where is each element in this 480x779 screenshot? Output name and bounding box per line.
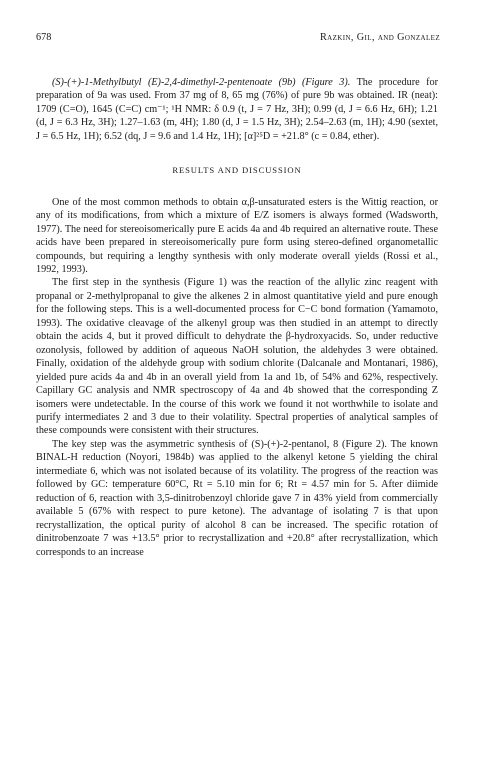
section-heading: RESULTS AND DISCUSSION: [172, 165, 302, 176]
paragraph-2: The first step in the synthesis (Figure 1) was the reaction of the allylic zinc reagent with propanal or 2-methylpropanal to give the alkenes 2 in almost quantitative yield and pure enough for the following steps. This is a well-documented process for C−C bond formation (Yamamoto, 1993). The oxidative cleavage of the alkenyl group was then studied in an attempt to directly obtain the acids 4, but it proved difficult to dehydrate the β-hydroxyacids. So, under reductive ozonolysis, followed by addition of aqueous NaOH solution, the aldehydes 3 were obtained. Finally, oxidation of the aldehyde group with sodium chlorite (Dalcanale and Montanari, 1986), yielded pure acids 4a and 4b in an overall yield from 1a and 1b, of 54% and 62%, respectively. Capillary GC analysis and NMR spectroscopy of 4a and 4b showed that the corresponding Z isomers were undetectable. In the course of this work we found it not worthwhile to isolate and purify intermediates 2 and 3 due to their volatility. Spectral properties of analytical samples of these compounds were consistent with their structures.: [36, 277, 438, 437]
page-header: [36, 32, 440, 46]
body-text: [36, 76, 438, 559]
running-head: Razkin, Gil, and Gonzalez: [319, 32, 440, 43]
compound-title: (S)-(+)-1-Methylbutyl (E)-2,4-dimethyl-2-pentenoate (9b) (Figure 3).: [52, 77, 351, 88]
paragraph-1: One of the most common methods to obtain α,β-unsaturated esters is the Wittig reaction, or any of its modifications, from which a mixture of E/Z isomers is always formed (Wadsworth, 1977). The need for stereoisomerically pure E acids 4a and 4b required an alternative route. These acids have been prepared in stereoisomerically pure form using stereo-defined organometallic compounds, but requiring a lengthy synthesis with only moderate overall yields (Rossi et al., 1992, 1993).: [36, 196, 438, 275]
compound-paragraph: [36, 76, 438, 143]
compound-description: The procedure for preparation of 9a was used. From 37 mg of 8, 65 mg (76%) of pure 9b was obtained. IR (neat): 1709 (C=O), 1645 (C=C) cm⁻¹; ¹H NMR: δ 0.9 (t, J = 7 Hz, 3H); 0.99 (d, J = 6.6 Hz, 6H); 1.21 (d, J = 6.3 Hz, 3H); 1.27–1.63 (m, 4H); 1.80 (d, J = 1.5 Hz, 3H); 2.54–2.63 (m, 1H); 4.90 (sextet, J = 6.5 Hz, 1H); 6.52 (dq, J = 9.6 and 1.4 Hz, 1H); [α]²⁵D = +21.8° (c = 0.84, ether).: [36, 77, 438, 142]
paragraph-3: The key step was the asymmetric synthesis of (S)-(+)-2-pentanol, 8 (Figure 2). The known BINAL-H reduction (Noyori, 1984b) was applied to the alkenyl ketone 5 yielding the chiral intermediate 6, which was not isolated because of its volatility. The progress of the reaction was followed by GC: temperature 60°C, Rt = 5.10 min for 6; Rt = 4.57 min for 5. After diimide reduction of 6, reaction with 3,5-dinitrobenzoyl chloride gave 7 in 43% yield from commercially available 5 (67% with respect to pure ketone). The advantage of isolating 7 is that upon recrystallization, the optical purity of alcohol 8 can be increased. The specific rotation of dinitrobenzoate 7 was +13.5° prior to recrystallization and +20.8° after recrystallization, which corresponds to an increase: [36, 438, 438, 558]
page-number: 678: [36, 32, 52, 43]
